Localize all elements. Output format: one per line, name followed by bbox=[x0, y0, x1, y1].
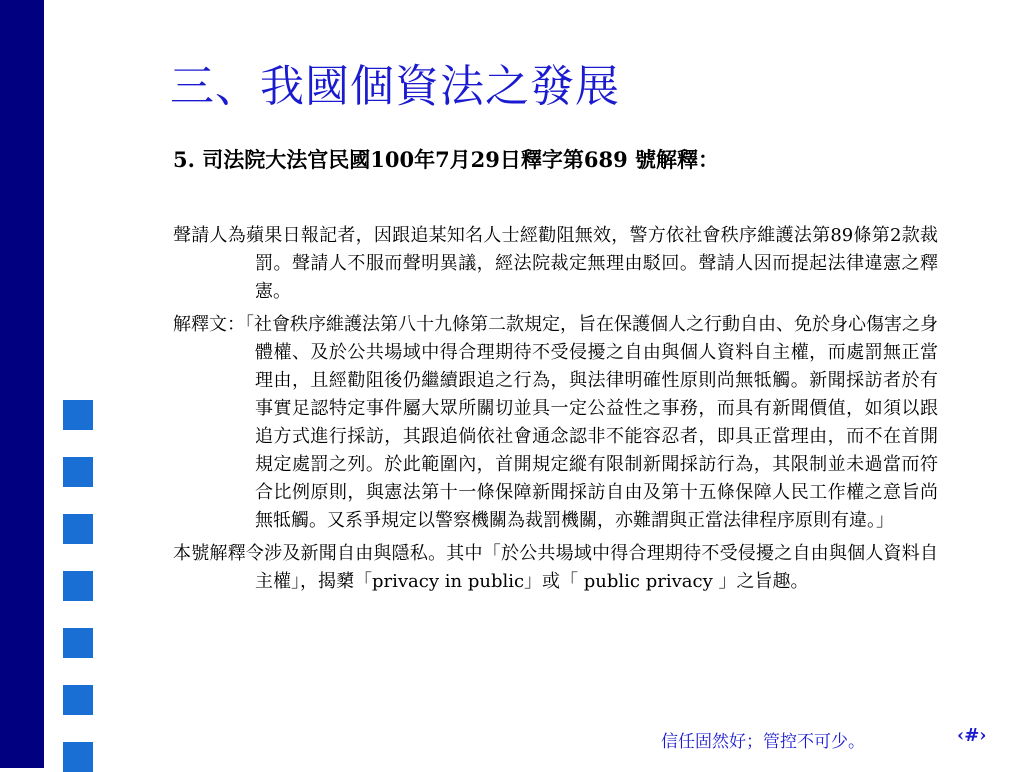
paragraph-commentary: 本號解釋令涉及新聞自由與隱私。其中「於公共場域中得合理期待不受侵擾之自由與個人資料自主權」，揭櫫「privacy in public」或「 public privacy 」之旨趣。 bbox=[173, 543, 938, 592]
footer-slogan: 信任固然好；管控不可少。 bbox=[661, 732, 865, 752]
decorative-square bbox=[63, 628, 93, 658]
decorative-square bbox=[63, 685, 93, 715]
slide-subtitle: 5. 司法院大法官民國100年7月29日釋字第689 號解釋： bbox=[173, 147, 720, 172]
decorative-square bbox=[63, 400, 93, 430]
decorative-square bbox=[63, 514, 93, 544]
decorative-square bbox=[63, 457, 93, 487]
paragraph-interpretation: 解釋文：「社會秩序維護法第八十九條第二款規定，旨在保護個人之行動自由、免於身心傷害之身體權、及於公共場域中得合理期待不受侵擾之自由與個人資料自主權，而處罰無正當理由，且經勸阻後仍繼續跟追之行為，與法律明確性原則尚無牴觸。新聞採訪者於有事實足認特定事件屬大眾所關切並具一定公益性之事務，而具有新聞價值，如須以跟追方式進行採訪，其跟追倘依社會通念認非不能容忍者，即具正當理由，而不在首開規定處罰之列。於此範圍內，首開規定縱有限制新聞採訪行為，其限制並未過當而符合比例原則，與憲法第十一條保障新聞採訪自由及第十五條保障人民工作權之意旨尚無牴觸。又系爭規定以警察機關為裁罰機關，亦難謂與正當法律程序原則有違。」 bbox=[173, 314, 938, 531]
page-number: ‹#› bbox=[957, 725, 987, 746]
decorative-square bbox=[63, 571, 93, 601]
left-sidebar-bar bbox=[0, 0, 44, 768]
slide-title: 三、我國個資法之發展 bbox=[170, 61, 620, 112]
paragraph-petition: 聲請人為蘋果日報記者，因跟追某知名人士經勸阻無效，警方依社會秩序維護法第89條第2款裁罰。聲請人不服而聲明異議，經法院裁定無理由駁回。聲請人因而提起法律違憲之釋憲。 bbox=[173, 225, 938, 302]
slide-body bbox=[173, 222, 938, 601]
